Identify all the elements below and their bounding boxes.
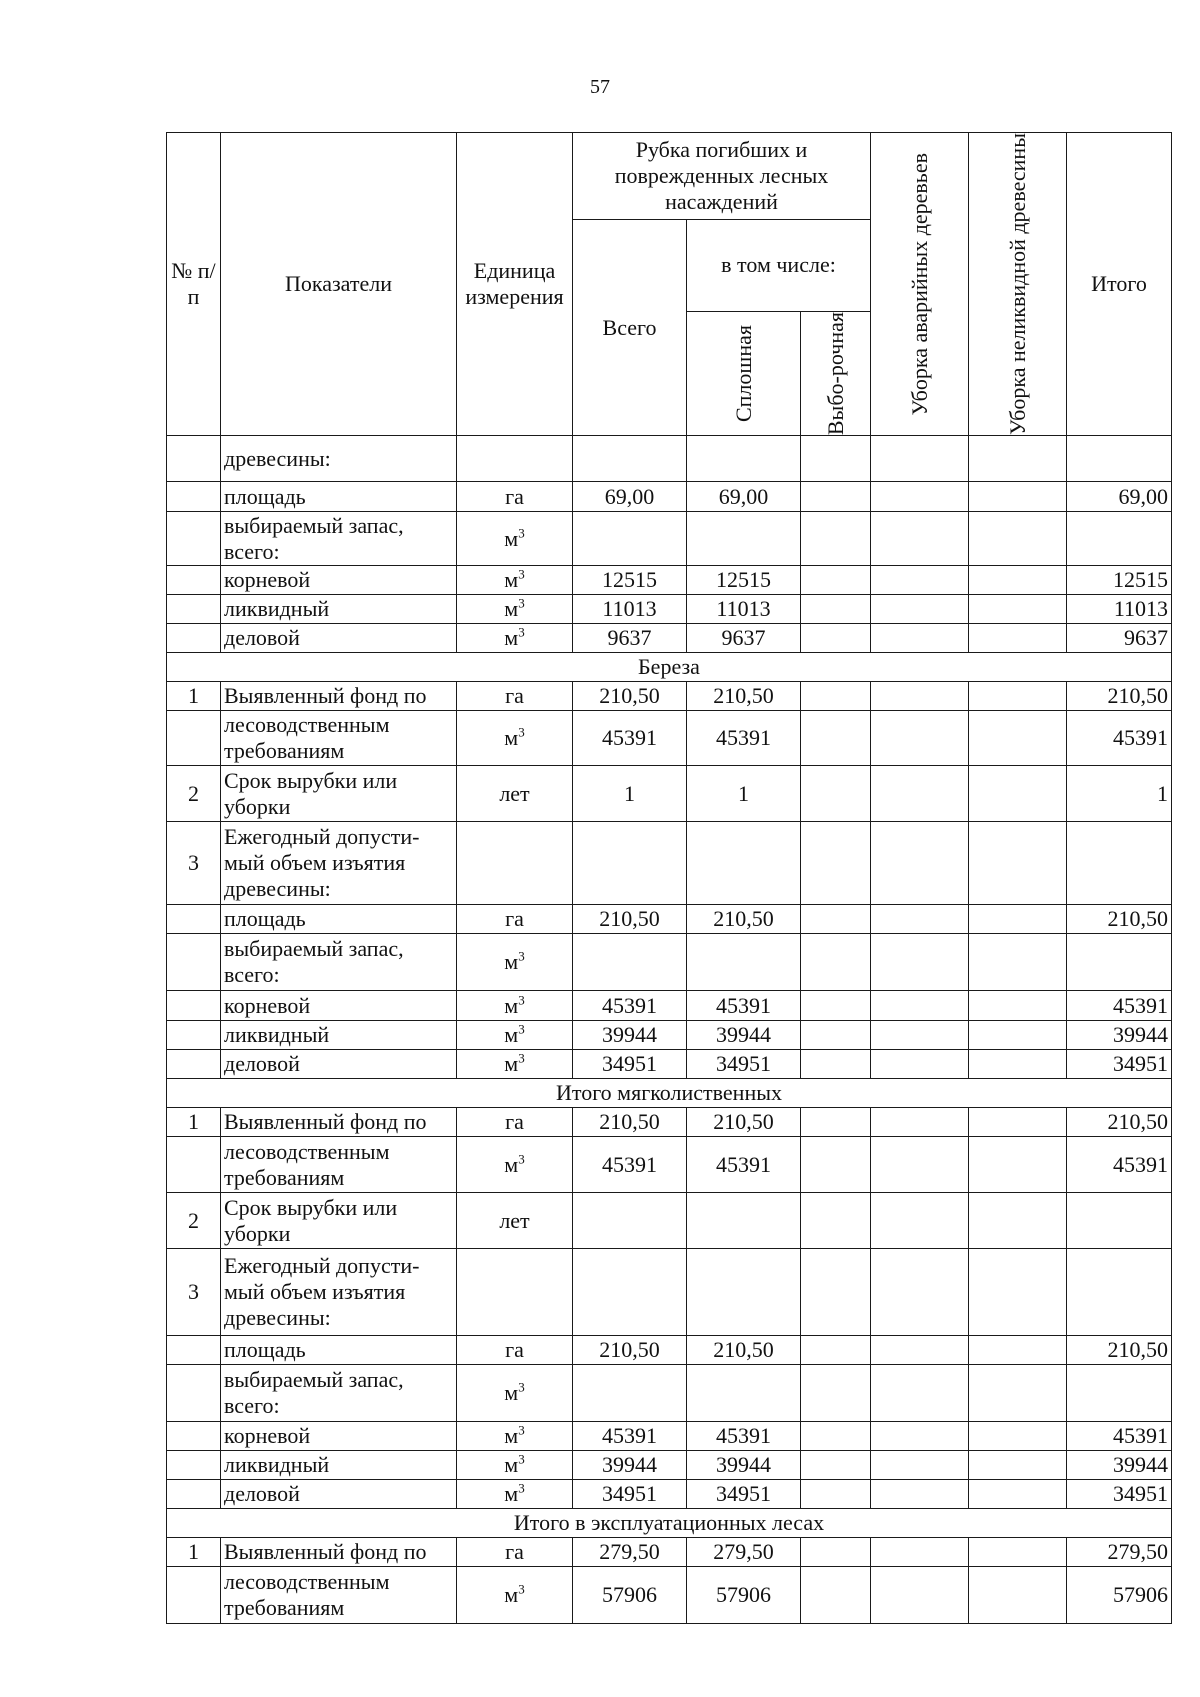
indicator-cell: ликвидный (221, 1451, 457, 1480)
value-selective (801, 1021, 871, 1050)
row-number (167, 624, 221, 653)
value-total (573, 822, 687, 905)
row-number: 3 (167, 1249, 221, 1336)
value-total: 210,50 (573, 1336, 687, 1365)
table-row (167, 711, 1172, 766)
value-solid (687, 1193, 801, 1249)
value-itogo: 45391 (1067, 991, 1172, 1021)
unit-cell: га (457, 905, 573, 934)
value-solid: 45391 (687, 711, 801, 766)
table-row (167, 1567, 1172, 1624)
row-number (167, 1451, 221, 1480)
row-number: 3 (167, 822, 221, 905)
value-selective (801, 1538, 871, 1567)
indicator-cell: лесоводственным требованиям (221, 711, 457, 766)
value-solid: 210,50 (687, 1336, 801, 1365)
unit-cell: $м^3$ (457, 1021, 573, 1050)
value-itogo: 45391 (1067, 1137, 1172, 1193)
value-emergency (871, 991, 969, 1021)
value-selective (801, 436, 871, 482)
value-itogo (1067, 822, 1172, 905)
unit-cell (457, 822, 573, 905)
unit-cell (457, 1249, 573, 1336)
unit-cell: $м^3$ (457, 991, 573, 1021)
indicator-cell: выбираемый запас, всего: (221, 512, 457, 566)
value-solid: 34951 (687, 1480, 801, 1509)
value-total: 57906 (573, 1567, 687, 1624)
row-number (167, 1480, 221, 1509)
value-nonliquid (969, 1480, 1067, 1509)
row-number (167, 934, 221, 991)
value-itogo: 279,50 (1067, 1538, 1172, 1567)
value-selective (801, 566, 871, 595)
value-total: 9637 (573, 624, 687, 653)
table-row (167, 905, 1172, 934)
section-row (167, 1509, 1172, 1538)
value-itogo: 210,50 (1067, 1108, 1172, 1137)
unit-cell: га (457, 1538, 573, 1567)
indicator-cell: корневой (221, 1422, 457, 1451)
unit-cell: $м^3$ (457, 1365, 573, 1422)
value-itogo: 34951 (1067, 1050, 1172, 1079)
indicator-cell: Срок вырубки или уборки (221, 1193, 457, 1249)
value-itogo: 210,50 (1067, 905, 1172, 934)
value-emergency (871, 1249, 969, 1336)
value-nonliquid (969, 1422, 1067, 1451)
row-number: 1 (167, 1538, 221, 1567)
table-row (167, 1336, 1172, 1365)
row-number (167, 595, 221, 624)
table-row (167, 1050, 1172, 1079)
row-number (167, 1422, 221, 1451)
header-total: Всего (573, 220, 687, 436)
value-nonliquid (969, 436, 1067, 482)
value-nonliquid (969, 822, 1067, 905)
value-solid (687, 934, 801, 991)
value-itogo: 9637 (1067, 624, 1172, 653)
unit-cell: га (457, 1108, 573, 1137)
value-nonliquid (969, 991, 1067, 1021)
value-nonliquid (969, 711, 1067, 766)
value-nonliquid (969, 1193, 1067, 1249)
value-itogo (1067, 1365, 1172, 1422)
value-selective (801, 1108, 871, 1137)
header-emergency: Уборка аварийных деревьев (871, 133, 969, 436)
value-solid (687, 436, 801, 482)
table-row (167, 566, 1172, 595)
value-nonliquid (969, 1249, 1067, 1336)
value-total (573, 1249, 687, 1336)
indicator-cell: деловой (221, 1480, 457, 1509)
value-selective (801, 595, 871, 624)
value-solid: 210,50 (687, 1108, 801, 1137)
value-total: 45391 (573, 991, 687, 1021)
indicator-cell: Ежегодный допусти-мый объем изъятия древесины: (221, 822, 457, 905)
value-itogo: 210,50 (1067, 682, 1172, 711)
value-solid: 12515 (687, 566, 801, 595)
value-solid: 279,50 (687, 1538, 801, 1567)
value-selective (801, 766, 871, 822)
value-solid: 9637 (687, 624, 801, 653)
value-selective (801, 1249, 871, 1336)
value-emergency (871, 822, 969, 905)
value-selective (801, 512, 871, 566)
value-total: 210,50 (573, 682, 687, 711)
value-emergency (871, 1451, 969, 1480)
value-total (573, 512, 687, 566)
value-nonliquid (969, 1050, 1067, 1079)
value-nonliquid (969, 1021, 1067, 1050)
value-nonliquid (969, 595, 1067, 624)
value-solid (687, 1249, 801, 1336)
table-row (167, 991, 1172, 1021)
value-itogo: 210,50 (1067, 1336, 1172, 1365)
value-total: 12515 (573, 566, 687, 595)
value-selective (801, 1480, 871, 1509)
value-selective (801, 1336, 871, 1365)
value-emergency (871, 934, 969, 991)
row-number (167, 566, 221, 595)
header-num: № п/п (167, 133, 221, 436)
value-selective (801, 1137, 871, 1193)
section-title: Итого в эксплуатационных лесах (167, 1509, 1172, 1538)
value-selective (801, 482, 871, 512)
value-itogo: 11013 (1067, 595, 1172, 624)
row-number: 1 (167, 682, 221, 711)
value-selective (801, 905, 871, 934)
value-total: 210,50 (573, 905, 687, 934)
unit-cell: лет (457, 766, 573, 822)
table-row (167, 1021, 1172, 1050)
indicator-cell: площадь (221, 482, 457, 512)
header-solid: Сплошная (687, 311, 801, 435)
unit-cell: $м^3$ (457, 1451, 573, 1480)
value-itogo: 39944 (1067, 1021, 1172, 1050)
indicator-cell: выбираемый запас, всего: (221, 1365, 457, 1422)
value-emergency (871, 1422, 969, 1451)
unit-cell: $м^3$ (457, 595, 573, 624)
value-emergency (871, 1137, 969, 1193)
row-number (167, 436, 221, 482)
header-nonliquid: Уборка неликвидной древесины (969, 133, 1067, 436)
value-solid: 57906 (687, 1567, 801, 1624)
value-emergency (871, 711, 969, 766)
value-solid: 11013 (687, 595, 801, 624)
indicator-cell: Выявленный фонд по (221, 1538, 457, 1567)
forest-table (166, 132, 1172, 1624)
value-itogo (1067, 1193, 1172, 1249)
unit-cell: га (457, 482, 573, 512)
row-number (167, 1567, 221, 1624)
indicator-cell: выбираемый запас, всего: (221, 934, 457, 991)
value-emergency (871, 595, 969, 624)
value-total: 11013 (573, 595, 687, 624)
value-emergency (871, 1193, 969, 1249)
value-solid: 45391 (687, 1137, 801, 1193)
value-nonliquid (969, 934, 1067, 991)
unit-cell: $м^3$ (457, 624, 573, 653)
unit-cell: $м^3$ (457, 566, 573, 595)
value-solid: 34951 (687, 1050, 801, 1079)
value-emergency (871, 436, 969, 482)
indicator-cell: лесоводственным требованиям (221, 1137, 457, 1193)
row-number (167, 711, 221, 766)
value-itogo: 39944 (1067, 1451, 1172, 1480)
value-solid (687, 822, 801, 905)
value-nonliquid (969, 566, 1067, 595)
header-indicator: Показатели (221, 133, 457, 436)
value-emergency (871, 766, 969, 822)
value-emergency (871, 566, 969, 595)
unit-cell: лет (457, 1193, 573, 1249)
table-row (167, 1480, 1172, 1509)
value-selective (801, 682, 871, 711)
value-emergency (871, 482, 969, 512)
value-selective (801, 1193, 871, 1249)
value-solid (687, 512, 801, 566)
value-itogo (1067, 1249, 1172, 1336)
indicator-cell: лесоводственным требованиям (221, 1567, 457, 1624)
value-solid (687, 1365, 801, 1422)
value-itogo: 45391 (1067, 1422, 1172, 1451)
value-selective (801, 991, 871, 1021)
indicator-cell: ликвидный (221, 1021, 457, 1050)
unit-cell: га (457, 682, 573, 711)
value-emergency (871, 624, 969, 653)
indicator-cell: Выявленный фонд по (221, 682, 457, 711)
table-row (167, 436, 1172, 482)
value-total (573, 1365, 687, 1422)
row-number (167, 1050, 221, 1079)
value-solid: 39944 (687, 1451, 801, 1480)
row-number: 2 (167, 766, 221, 822)
table-header (167, 133, 1172, 436)
value-solid: 45391 (687, 1422, 801, 1451)
unit-cell: $м^3$ (457, 934, 573, 991)
value-solid: 210,50 (687, 682, 801, 711)
value-nonliquid (969, 1365, 1067, 1422)
section-row (167, 1079, 1172, 1108)
value-itogo (1067, 436, 1172, 482)
section-title: Береза (167, 653, 1172, 682)
indicator-cell: корневой (221, 566, 457, 595)
row-number (167, 482, 221, 512)
row-number (167, 905, 221, 934)
value-solid: 210,50 (687, 905, 801, 934)
header-group: Рубка погибших и поврежденных лесных насаждений (573, 133, 871, 220)
value-nonliquid (969, 1538, 1067, 1567)
value-selective (801, 1451, 871, 1480)
table-row (167, 934, 1172, 991)
value-itogo: 12515 (1067, 566, 1172, 595)
value-total: 34951 (573, 1480, 687, 1509)
value-emergency (871, 1567, 969, 1624)
value-total (573, 436, 687, 482)
table-row (167, 1451, 1172, 1480)
unit-cell: $м^3$ (457, 1422, 573, 1451)
value-total (573, 1193, 687, 1249)
unit-cell: га (457, 1336, 573, 1365)
unit-cell: $м^3$ (457, 1567, 573, 1624)
table-row (167, 1365, 1172, 1422)
value-emergency (871, 1365, 969, 1422)
indicator-cell: ликвидный (221, 595, 457, 624)
value-emergency (871, 1108, 969, 1137)
header-incl: в том числе: (687, 220, 871, 312)
indicator-cell: площадь (221, 905, 457, 934)
indicator-cell: Ежегодный допусти-мый объем изъятия древесины: (221, 1249, 457, 1336)
value-itogo: 57906 (1067, 1567, 1172, 1624)
value-selective (801, 934, 871, 991)
value-total: 279,50 (573, 1538, 687, 1567)
value-solid: 45391 (687, 991, 801, 1021)
value-nonliquid (969, 905, 1067, 934)
value-nonliquid (969, 1137, 1067, 1193)
indicator-cell: древесины: (221, 436, 457, 482)
value-nonliquid (969, 1451, 1067, 1480)
value-total: 210,50 (573, 1108, 687, 1137)
value-emergency (871, 1336, 969, 1365)
value-selective (801, 1422, 871, 1451)
header-itogo: Итого (1067, 133, 1172, 436)
table-row (167, 1137, 1172, 1193)
value-solid: 69,00 (687, 482, 801, 512)
header-selective: Выбо-рочная (801, 311, 871, 435)
value-total: 39944 (573, 1451, 687, 1480)
value-nonliquid (969, 624, 1067, 653)
section-row (167, 653, 1172, 682)
value-total: 45391 (573, 1422, 687, 1451)
value-nonliquid (969, 1336, 1067, 1365)
value-nonliquid (969, 766, 1067, 822)
row-number: 1 (167, 1108, 221, 1137)
indicator-cell: площадь (221, 1336, 457, 1365)
value-emergency (871, 1538, 969, 1567)
value-selective (801, 624, 871, 653)
table-row (167, 512, 1172, 566)
unit-cell: $м^3$ (457, 1480, 573, 1509)
unit-cell (457, 436, 573, 482)
value-selective (801, 822, 871, 905)
value-emergency (871, 682, 969, 711)
header-unit: Единица измерения (457, 133, 573, 436)
unit-cell: $м^3$ (457, 512, 573, 566)
row-number (167, 1365, 221, 1422)
unit-cell: $м^3$ (457, 711, 573, 766)
indicator-cell: Срок вырубки или уборки (221, 766, 457, 822)
indicator-cell: деловой (221, 624, 457, 653)
value-solid: 1 (687, 766, 801, 822)
unit-cell: $м^3$ (457, 1137, 573, 1193)
value-selective (801, 1050, 871, 1079)
value-emergency (871, 1480, 969, 1509)
value-total (573, 934, 687, 991)
table-row (167, 482, 1172, 512)
table-row (167, 595, 1172, 624)
table-row (167, 1422, 1172, 1451)
table-row (167, 624, 1172, 653)
value-selective (801, 711, 871, 766)
table-row (167, 822, 1172, 905)
value-emergency (871, 1021, 969, 1050)
value-selective (801, 1567, 871, 1624)
indicator-cell: корневой (221, 991, 457, 1021)
table-row (167, 1193, 1172, 1249)
value-total: 1 (573, 766, 687, 822)
value-emergency (871, 1050, 969, 1079)
value-itogo: 1 (1067, 766, 1172, 822)
value-nonliquid (969, 482, 1067, 512)
table-body (167, 436, 1172, 1624)
unit-cell: $м^3$ (457, 1050, 573, 1079)
value-itogo: 34951 (1067, 1480, 1172, 1509)
indicator-cell: деловой (221, 1050, 457, 1079)
value-total: 45391 (573, 1137, 687, 1193)
row-number (167, 512, 221, 566)
row-number (167, 1137, 221, 1193)
value-itogo (1067, 934, 1172, 991)
value-nonliquid (969, 1567, 1067, 1624)
value-total: 39944 (573, 1021, 687, 1050)
value-total: 34951 (573, 1050, 687, 1079)
table-row (167, 682, 1172, 711)
row-number (167, 1336, 221, 1365)
row-number: 2 (167, 1193, 221, 1249)
row-number (167, 1021, 221, 1050)
page-number: 57 (590, 76, 610, 98)
value-itogo: 69,00 (1067, 482, 1172, 512)
value-itogo (1067, 512, 1172, 566)
row-number (167, 991, 221, 1021)
value-total: 69,00 (573, 482, 687, 512)
table-row (167, 1249, 1172, 1336)
value-itogo: 45391 (1067, 711, 1172, 766)
value-emergency (871, 512, 969, 566)
section-title: Итого мягколиственных (167, 1079, 1172, 1108)
value-emergency (871, 905, 969, 934)
value-selective (801, 1365, 871, 1422)
indicator-cell: Выявленный фонд по (221, 1108, 457, 1137)
value-nonliquid (969, 1108, 1067, 1137)
value-total: 45391 (573, 711, 687, 766)
value-solid: 39944 (687, 1021, 801, 1050)
table-row (167, 1108, 1172, 1137)
value-nonliquid (969, 682, 1067, 711)
value-nonliquid (969, 512, 1067, 566)
table-row (167, 766, 1172, 822)
table-row (167, 1538, 1172, 1567)
